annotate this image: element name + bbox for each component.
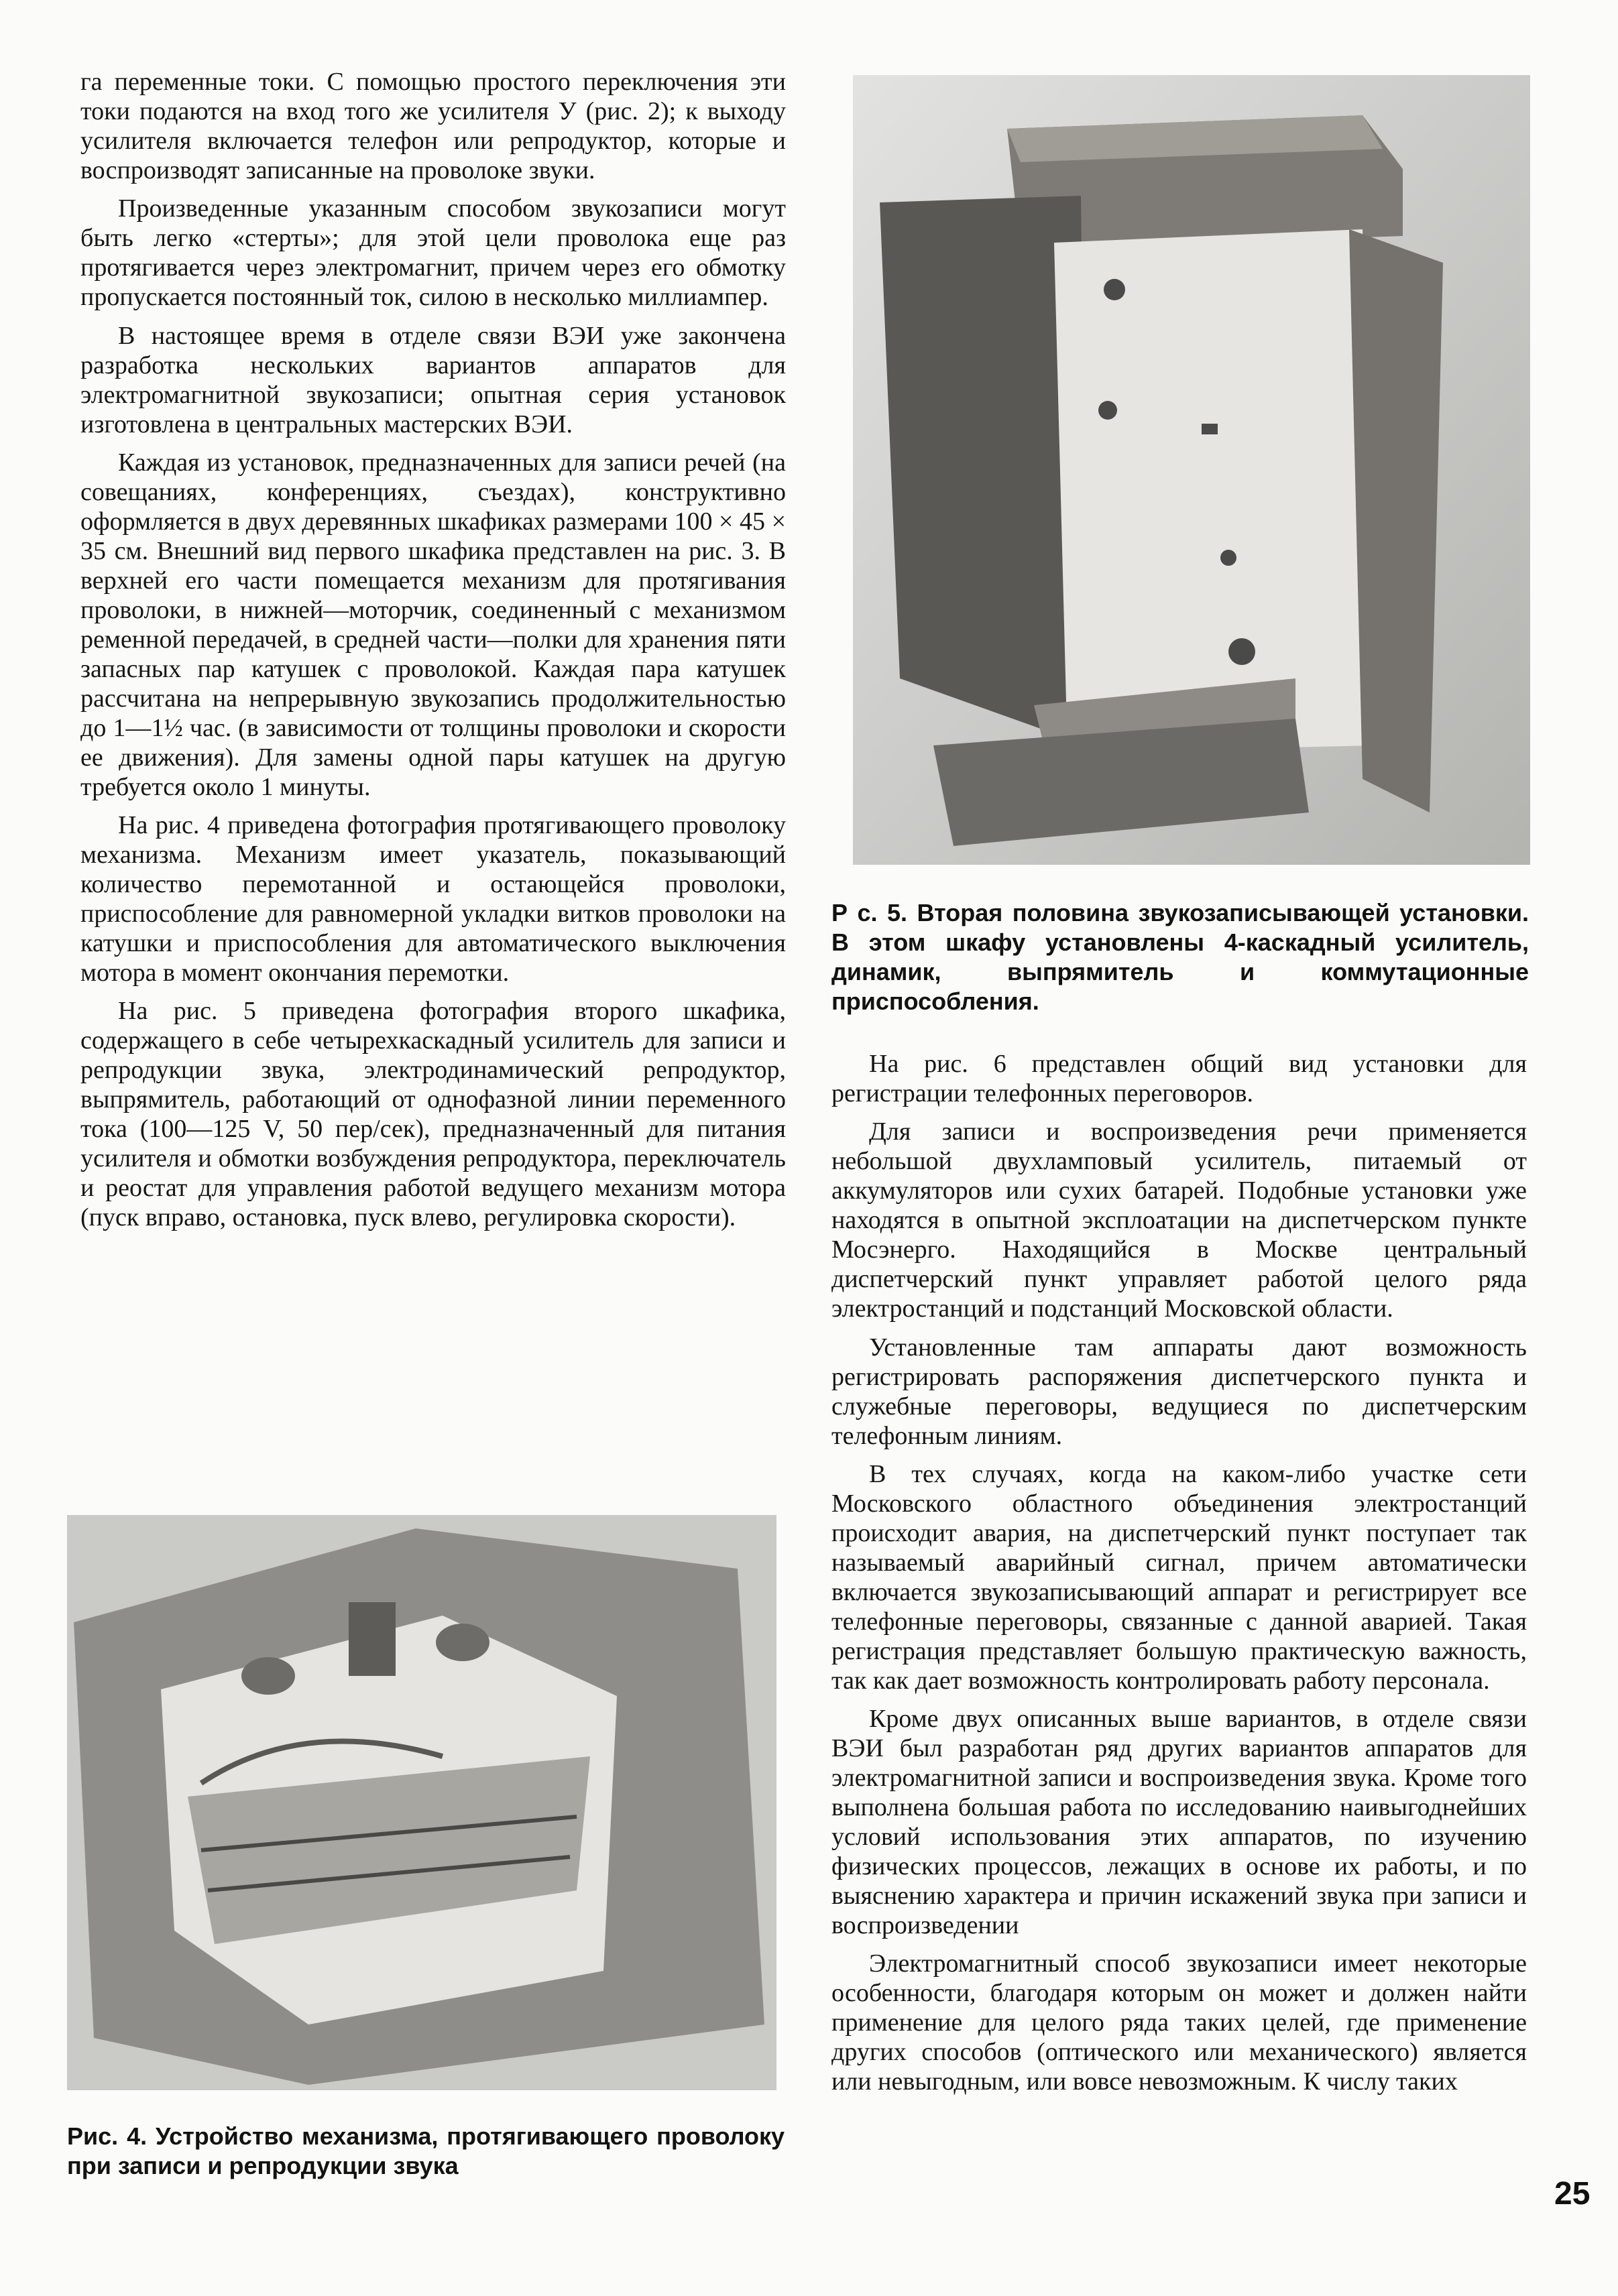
page-number: 25 <box>1554 2176 1591 2212</box>
wire-mechanism-illustration <box>67 1515 776 2090</box>
paragraph: На рис. 6 представлен общий вид установки для регистрации телефонных переговоров. <box>831 1050 1527 1107</box>
paragraph: Для записи и воспроизведения речи применяется небольшой двухламповый усилитель, питаемый от аккумуляторов или сухих батарей. Подобные установки уже находятся в опытной эксплоатации на диспетчерском пункте Мосэнерго. Находящийся в Москве центральный диспетчерский пункт управляет работой целого ряда электростанций и подстанций Московской области. <box>831 1117 1527 1323</box>
paragraph: В настоящее время в отделе связи ВЭИ уже закончена разработка нескольких вариантов аппаратов для электромагнитной звукозаписи; опытная серия установок изготовлена в центральных мастерских ВЭИ. <box>80 321 786 438</box>
paragraph: Электромагнитный способ звукозаписи имеет некоторые особенности, благодаря которым он может и должен найти применение для целого ряда таких целей, где применение других способов (оптического или механического) является или невыгодным, или вовсе невозможным. К числу таких <box>831 1949 1527 2096</box>
left-column-text <box>80 67 786 1242</box>
paragraph: Каждая из установок, предназначенных для записи речей (на совещаниях, конференциях, съездах), конструктивно оформляется в двух деревянных шкафиках размерами 100 × 45 × 35 см. Внешний вид первого шкафика представлен на рис. 3. В верхней его части помещается механизм для протягивания проволоки, в нижней—моторчик, соединенный с механизмом ременной передачей, в средней части—полки для хранения пяти запасных пар катушек с проволокой. Каждая пара катушек рассчитана на непрерывную звукозапись продолжительностью до 1—1½ час. (в зависимости от толщины проволоки и скорости ее движения). Для замены одной пары катушек на другую требуется около 1 минуты. <box>80 448 786 801</box>
figure-4-photo <box>67 1515 776 2090</box>
paragraph: На рис. 4 приведена фотография протягивающего проволоку механизма. Механизм имеет указатель, показывающий количество перемотанной и остающейся проволоки, приспособление для равномерной укладки витков проволоки на катушки и приспособления для автоматического выключения мотора в момент окончания перемотки. <box>80 811 786 987</box>
paragraph: га переменные токи. С помощью простого переключения эти токи подаются на вход того же усилителя У (рис. 2); к выходу усилителя включается телефон или репродуктор, которые и воспроизводят записанные на проволоке звуки. <box>80 68 786 184</box>
figure-5-caption: Р с. 5. Вторая половина звукозаписывающей установки. В этом шкафу установлены 4-каскадный усилитель, динамик, выпрямитель и коммутационные приспособления. <box>831 899 1529 1015</box>
paragraph: Кроме двух описанных выше вариантов, в отделе связи ВЭИ был разработан ряд других вариантов аппаратов для электромагнитной записи и воспроизведения звука. Кроме того выполнена большая работа по исследованию наивыгоднейших условий использования этих аппаратов, по изучению физических процессов, лежащих в основе их работы, и по выяснению характера и причин искажений звука при записи и воспроизведении <box>831 1705 1527 1940</box>
right-column-text <box>831 1049 1527 2106</box>
paragraph: Произведенные указанным способом звукозаписи могут быть легко «стерты»; для этой цели проволока еще раз протягивается через электромагнит, причем через его обмотку пропускается постоянный ток, силою в несколько миллиампер. <box>80 194 786 312</box>
figure-5-photo <box>853 75 1530 865</box>
paragraph: Установленные там аппараты дают возможность регистрировать распоряжения диспетчерского пункта и служебные переговоры, ведущиеся по диспетчерским телефонным линиям. <box>831 1333 1527 1450</box>
paragraph: На рис. 5 приведена фотография второго шкафика, содержащего в себе четырехкаскадный усилитель для записи и репродукции звука, электродинамический репродуктор, выпрямитель, работающий от однофазной линии переменного тока (100—125 V, 50 пер/сек), предназначенный для питания усилителя и обмотки возбуждения репродуктора, переключатель и реостат для управления работой ведущего механизм мотора (пуск вправо, остановка, пуск влево, регулировка скорости). <box>80 997 786 1232</box>
figure-4-caption: Рис. 4. Устройство механизма, протягивающего проволоку при записи и репродукции звука <box>67 2122 785 2179</box>
amplifier-cabinet-illustration <box>853 75 1530 865</box>
paragraph: В тех случаях, когда на каком-либо участке сети Московского областного объединения электростанций происходит авария, на диспетчерский пункт поступает так называемый аварийный сигнал, причем автоматически включается звукозаписывающий аппарат и регистрирует все телефонные переговоры, связанные с данной аварией. Такая регистрация представляет большую практическую важность, так как дает возможность контролировать работу персонала. <box>831 1459 1527 1695</box>
